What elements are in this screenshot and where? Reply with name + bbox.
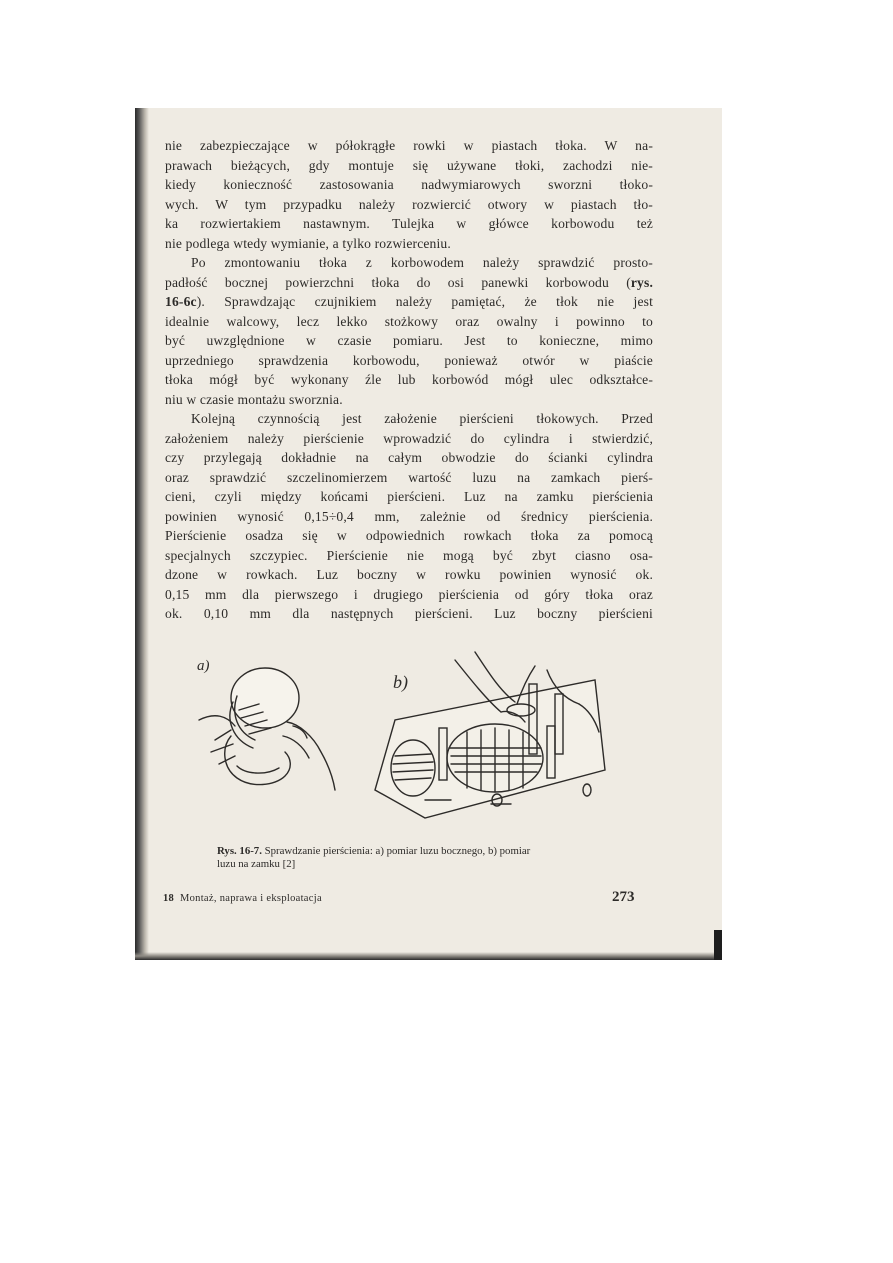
text-line: 0,15 mm dla pierwszego i drugiego pierścienia od góry tłoka oraz <box>165 586 653 602</box>
text-line: nie zabezpieczające w półokrągłe rowki w piastach tłoka. W na- <box>165 138 653 153</box>
text-line: powinien wynosić 0,15÷0,4 mm, zależnie od średnicy pierścienia. <box>165 508 653 524</box>
text-line: specjalnych szczypiec. Pierścienie nie mogą być zbyt ciasno osa- <box>165 547 653 563</box>
figure-illustration <box>175 640 615 825</box>
text-line: ka rozwiertakiem nastawnym. Tulejka w główce korbowodu też <box>165 216 653 231</box>
text-line: nie podlega wtedy wymianie, a tylko rozwierceniu. <box>165 235 451 251</box>
text-line: Po zmontowaniu tłoka z korbowodem należy sprawdzić prosto- <box>191 255 653 270</box>
text-line: oraz sprawdzić szczelinomierzem wartość luzu na zamkach pierś- <box>165 469 653 485</box>
figure-reference: 16-6c <box>165 294 197 309</box>
text-line: uprzedniego sprawdzenia korbowodu, ponieważ otwór w piaście <box>165 352 653 368</box>
page-number: 273 <box>612 889 635 905</box>
text-line: Kolejną czynnością jest założenie pierścieni tłokowych. Przed <box>191 411 653 426</box>
figure-ring-check <box>175 640 615 825</box>
text-line: ok. 0,10 mm dla następnych pierścieni. Luz boczny pierścieni <box>165 606 653 621</box>
text-line: prawach bieżących, gdy montuje się używane tłoki, zachodzi nie- <box>165 157 653 173</box>
page-footer-left <box>163 893 322 904</box>
text-line: być uwzględnione w czasie pomiaru. Jest to konieczne, mimo <box>165 333 653 348</box>
text-line: Pierścienie osadza się w odpowiednich rowkach tłoka za pomocą <box>165 528 653 543</box>
text-line: tłoka mógł być wykonany źle lub korbowód mógł ulec odkształce- <box>165 372 653 387</box>
text-line: czy przylegają dokładnie na całym obwodzie do ścianki cylindra <box>165 450 653 465</box>
text-line: idealnie walcowy, lecz lekko stożkowy oraz owalny i powinno to <box>165 313 653 329</box>
page-left-shadow <box>135 108 149 960</box>
text-line: wych. W tym przypadku należy rozwiercić otwory w piastach tło- <box>165 196 653 212</box>
caption-line: luzu na zamku [2] <box>217 857 296 870</box>
text-run: ). Sprawdzając czujnikiem należy pamiętać, że tłok nie jest <box>196 294 653 309</box>
figure-label-a: a) <box>197 658 210 674</box>
figure-label-b: b) <box>393 672 408 692</box>
text-line: dzone w rowkach. Luz boczny w rowku powinien wynosić ok. <box>165 567 653 582</box>
page-bottom-shadow <box>135 952 722 960</box>
text-line: cieni, czyli między końcami pierścieni. Luz na zamku pierścienia <box>165 489 653 504</box>
figure-caption <box>217 845 612 870</box>
text-line: kiedy konieczność zastosowania nadwymiarowych sworzni tłoko- <box>165 177 653 192</box>
caption-text: Sprawdzanie pierścienia: a) pomiar luzu bocznego, b) pomiar <box>264 845 531 857</box>
figure-reference: rys. <box>630 274 653 290</box>
text-line: założeniem należy pierścienie wprowadzić do cylindra i stwierdzić, <box>165 430 653 446</box>
text-line <box>165 292 653 312</box>
caption-lead: Rys. 16-7. <box>217 845 262 857</box>
sheet-title: Montaż, naprawa i eksploatacja <box>179 893 322 904</box>
figure-a-drawing <box>199 668 335 790</box>
text-line <box>165 273 653 293</box>
body-text <box>165 136 653 624</box>
figure-b-drawing <box>375 652 605 818</box>
page-corner-shadow <box>714 930 722 960</box>
text-line: niu w czasie montażu sworznia. <box>165 391 343 407</box>
caption-line <box>217 845 612 858</box>
sheet-number: 18 <box>163 893 175 904</box>
text-run: padłość bocznej powierzchni tłoka do osi panewki korbowodu ( <box>165 274 631 290</box>
